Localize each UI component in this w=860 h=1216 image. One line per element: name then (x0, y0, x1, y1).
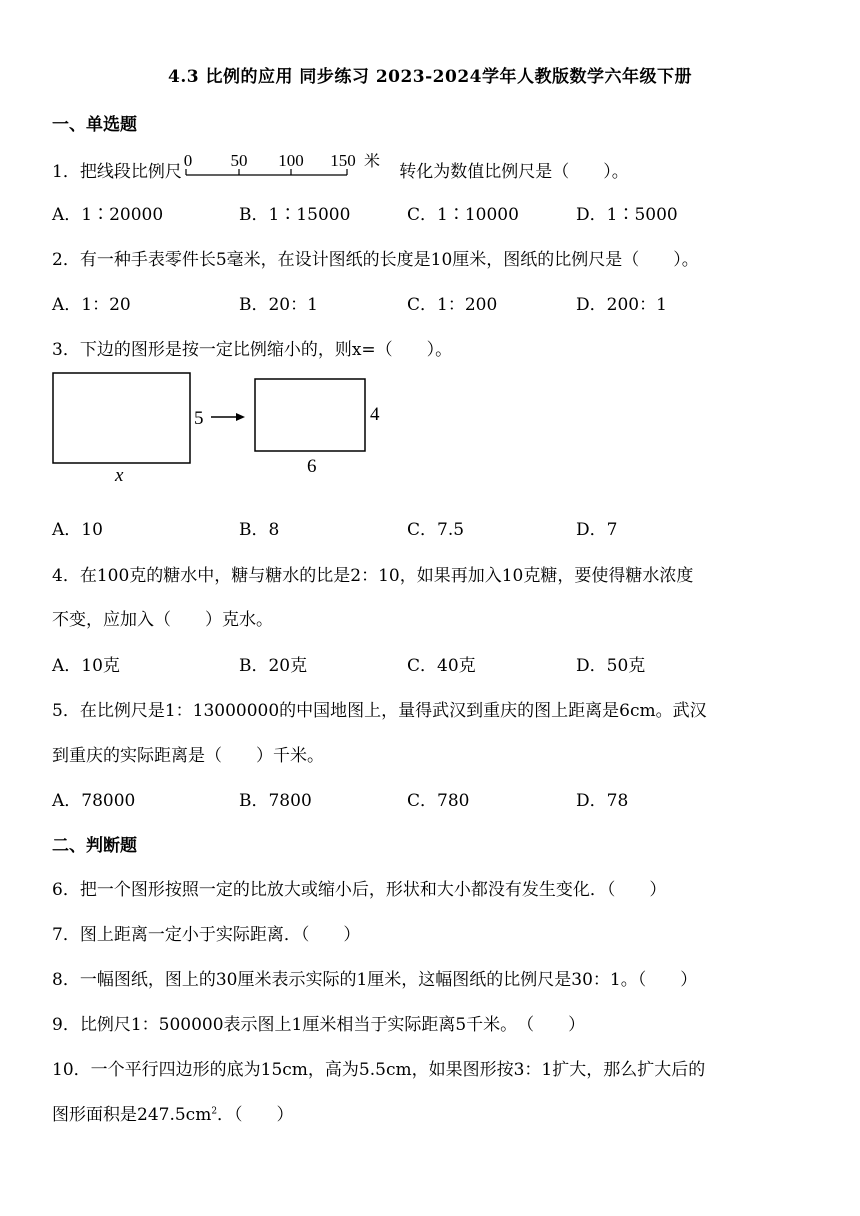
q2-option-d[interactable]: D．200：1 (576, 295, 667, 315)
question-8: 8．一幅图纸，图上的30厘米表示实际的1厘米，这幅图纸的比例尺是30：1。（ ） (52, 970, 698, 990)
scale-label-100: 100 (278, 153, 304, 170)
question-1 (52, 153, 629, 183)
q1-option-b[interactable]: B．1∶15000 (239, 205, 351, 225)
q5-option-c[interactable]: C．780 (407, 791, 470, 811)
section-heading-single-choice: 一、单选题 (52, 115, 137, 135)
question-4-line-2: 不变，应加入（ ）克水。 (52, 610, 273, 630)
q2-option-b[interactable]: B．20：1 (239, 295, 318, 315)
scale-label-0: 0 (183, 153, 193, 170)
question-1-text-before: 1．把线段比例尺 (52, 162, 182, 182)
question-5-line-1: 5．在比例尺是1：13000000的中国地图上，量得武汉到重庆的图上距离是6cm。武汉 (52, 701, 707, 721)
q2-option-c[interactable]: C．1：200 (407, 295, 498, 315)
q1-option-d[interactable]: D．1∶5000 (576, 205, 678, 225)
q3-option-d[interactable]: D．7 (576, 520, 618, 540)
question-2: 2．有一种手表零件长5毫米，在设计图纸的长度是10厘米，图纸的比例尺是（ ）。 (52, 250, 699, 270)
scale-unit-label: 米 (363, 153, 380, 170)
question-6: 6．把一个图形按照一定的比放大或缩小后，形状和大小都没有发生变化．（ ） (52, 880, 667, 900)
question-10-area-text: 图形面积是247.5cm (52, 1105, 212, 1125)
q5-option-b[interactable]: B．7800 (239, 791, 312, 811)
question-9: 9．比例尺1：500000表示图上1厘米相当于实际距离5千米。 （ ） (52, 1015, 586, 1035)
q3-option-b[interactable]: B．8 (239, 520, 280, 540)
question-1-text-after: 转化为数值比例尺是（ ）。 (399, 162, 629, 182)
rectangle-scale-figure (48, 368, 388, 488)
question-10-line-2 (52, 1100, 294, 1125)
q5-option-d[interactable]: D．78 (576, 791, 629, 811)
question-10-answer-blank: ．（ ） (217, 1105, 294, 1125)
line-scale-figure (182, 153, 394, 183)
big-rect-bottom-label: x (115, 465, 124, 486)
section-heading-true-false: 二、判断题 (52, 836, 137, 856)
q4-option-c[interactable]: C．40克 (407, 656, 476, 676)
q4-option-d[interactable]: D．50克 (576, 656, 646, 676)
q1-option-a[interactable]: A．1∶20000 (52, 205, 164, 225)
q4-option-a[interactable]: A．10克 (52, 656, 120, 676)
q3-option-c[interactable]: C．7.5 (407, 520, 465, 540)
q4-option-b[interactable]: B．20克 (239, 656, 308, 676)
question-3: 3．下边的图形是按一定比例缩小的，则x=（ ）。 (52, 340, 453, 360)
big-rect-side-label: 5 (194, 408, 204, 429)
q1-option-c[interactable]: C．1∶10000 (407, 205, 519, 225)
question-10-line-1: 10．一个平行四边形的底为15cm，高为5.5cm，如果图形按3：1扩大，那么扩大后的 (52, 1060, 706, 1080)
q2-option-a[interactable]: A．1：20 (52, 295, 131, 315)
question-7: 7．图上距离一定小于实际距离．（ ） (52, 925, 361, 945)
q5-option-a[interactable]: A．78000 (52, 791, 136, 811)
scale-label-50: 50 (230, 153, 248, 170)
page-title: 4.3 比例的应用 同步练习 2023-2024学年人教版数学六年级下册 (167, 67, 692, 87)
scale-label-150: 150 (330, 153, 356, 170)
small-rect-bottom-label: 6 (307, 456, 317, 477)
question-4-line-1: 4．在100克的糖水中，糖与糖水的比是2：10，如果再加入10克糖，要使得糖水浓度 (52, 566, 694, 586)
q3-option-a[interactable]: A．10 (52, 520, 103, 540)
square-superscript: 2 (211, 1106, 218, 1117)
question-5-line-2: 到重庆的实际距离是（ ）千米。 (52, 746, 324, 766)
small-rect-side-label: 4 (370, 404, 380, 425)
